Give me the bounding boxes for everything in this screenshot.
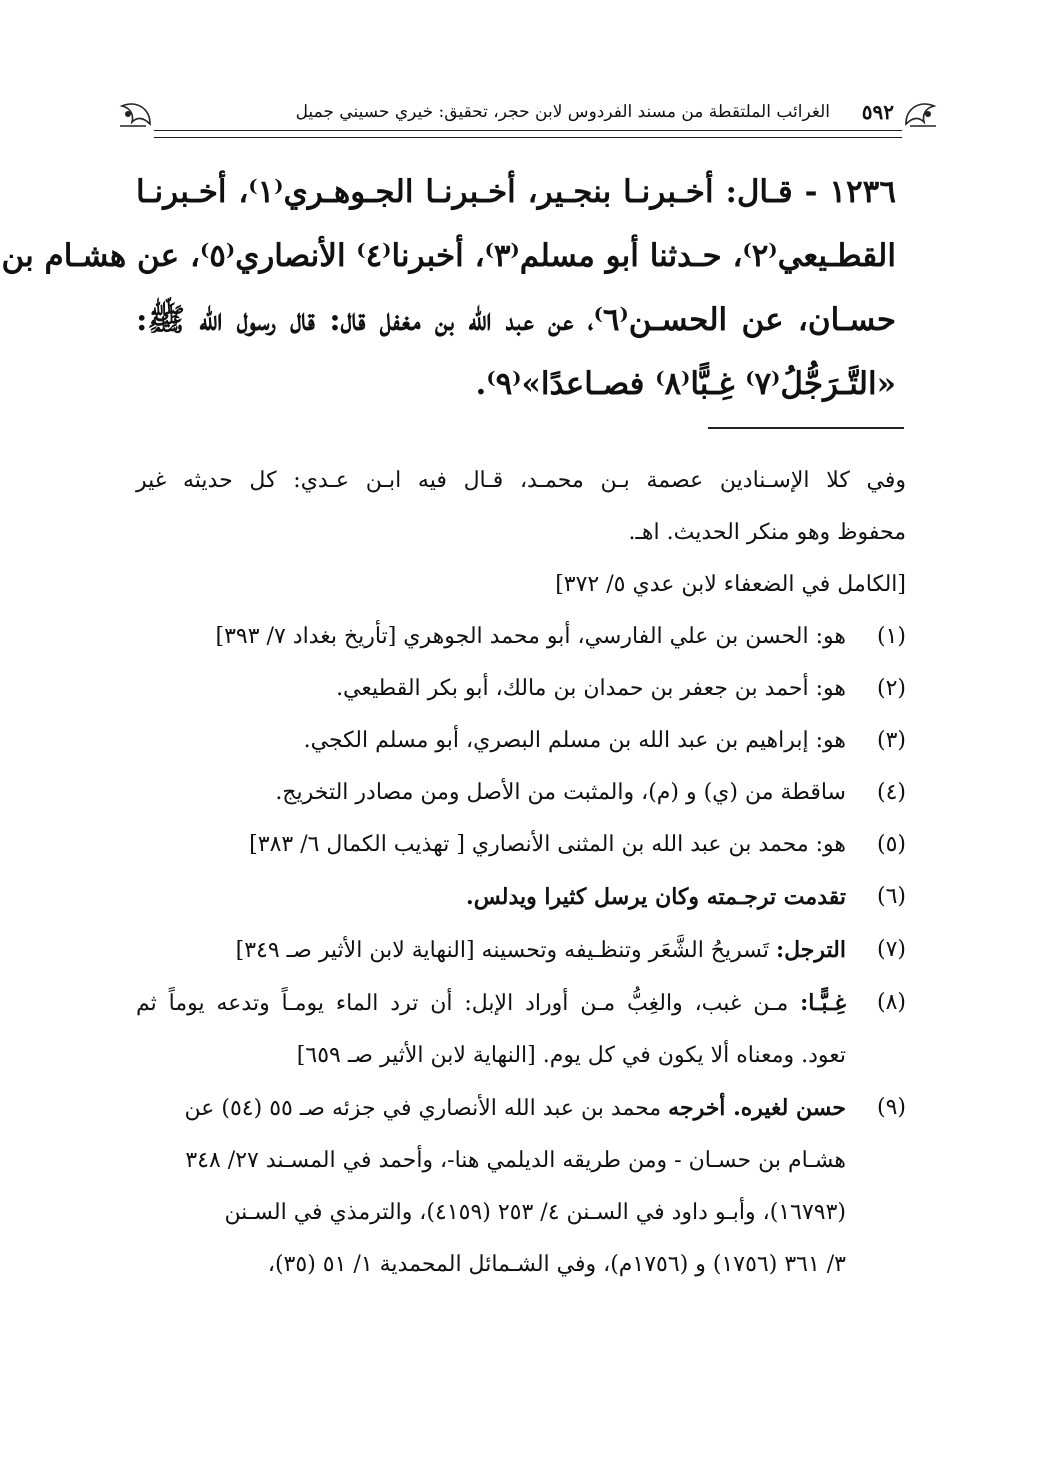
footnote-number: (١) [876, 624, 906, 649]
footnote-lead: حسن لغيره. أخرجه [668, 1095, 846, 1121]
footnote-text: تَسريحُ الشَّعَر وتنظـيفه وتحسينه [النهاية لابن الأثير صـ ٣٤٩] [235, 938, 770, 963]
footnote-separator [708, 427, 904, 429]
running-title: الغرائب الملتقطة من مسند الفردوس لابن حجر، تحقيق: خيري حسيني جميل [295, 102, 830, 122]
hadith-line: «التَّـرَجُّلُ⁽٧⁾ غِـبًّا⁽٨⁾ فصـاعدًا»⁽٩⁾. [475, 366, 896, 402]
footnote-item [136, 819, 906, 871]
footnote-item [136, 663, 906, 715]
footnote-continuation: ٣/ ٣٦١ (١٧٥٦) و (١٧٥٦م)، وفي الشـمائل المحمدية ١/ ٥١ (٣٥)، [267, 1252, 846, 1277]
footnote-item [136, 767, 906, 819]
footnote-text: مـن غبب، والغِبُّ مـن أوراد الإبل: أن ترد الماء يومـاً وتدعه يوماً ثم [136, 991, 789, 1016]
footnote-item [136, 715, 906, 767]
footnote-number: (٧) [876, 937, 906, 962]
note-source: [الكامل في الضعفاء لابن عدي ٥/ ٣٧٢] [555, 572, 906, 597]
footnote-item [136, 1082, 906, 1291]
page-number: ٥٩٢ [861, 100, 894, 124]
footnote-lead: الترجل: [776, 937, 846, 963]
footnote-item [136, 924, 906, 977]
footnote-number: (٩) [876, 1095, 906, 1120]
footnote-text: هو: محمد بن عبد الله بن المثنى الأنصاري [ تهذيب الكمال ٦/ ٣٨٣] [249, 832, 846, 857]
footnote-number: (٥) [876, 832, 906, 857]
hadith-line: ١٢٣٦ - قـال: أخـبرنـا بنجـير، أخـبرنـا الجـوهـري⁽١⁾، أخـبرنـا [136, 174, 896, 210]
hadith-line: القطـيعي⁽٢⁾، حـدثنا أبو مسلم⁽٣⁾، أخبرنا⁽٤⁾ الأنصاري⁽٥⁾، عن هشـام بن [1, 238, 896, 274]
footnote-continuation: (١٦٧٩٣)، وأبـو داود في السـنن ٤/ ٢٥٣ (٤١٥٩)، والترمذي في السـنن [224, 1200, 846, 1225]
footnote-lead: غِـبًّـا: [800, 990, 846, 1016]
hadith-text [1, 160, 897, 416]
footnote-number: (٢) [876, 676, 906, 701]
ornament-right-icon [902, 98, 938, 128]
header-rule [154, 130, 902, 138]
footnote-text: تقدمت ترجـمته وكان يرسل كثيرا ويدلس. [466, 884, 846, 910]
hadith-line: حسـان، عن الحسـن⁽٦⁾، عن عبد الله بن مغفل قال: قال رسول الله ﷺ: [136, 302, 897, 338]
footnote-number: (٣) [876, 728, 906, 753]
footnotes [136, 455, 906, 1291]
footnote-text: محمد بن عبد الله الأنصاري في جزئه صـ ٥٥ (٥٤) عن [184, 1096, 662, 1121]
footnote-text: هو: إبراهيم بن عبد الله بن مسلم البصري، أبو مسلم الكجي. [303, 728, 846, 753]
page-header [118, 96, 938, 136]
footnote-continuation: هشـام بن حسـان - ومن طريقه الديلمي هنا-، وأحمد في المسـند ٢٧/ ٣٤٨ [185, 1148, 846, 1173]
ornament-left-icon [118, 98, 154, 128]
note-line: محفوظ وهو منكر الحديث. اهـ. [628, 520, 906, 545]
footnote-text: هو: أحمد بن جعفر بن حمدان بن مالك، أبو بكر القطيعي. [336, 676, 846, 701]
footnote-item [136, 611, 906, 663]
note-line: وفي كلا الإسـنادين عصمة بـن محمـد، قـال فيه ابـن عـدي: كل حديثه غير [136, 468, 906, 493]
footnote-number: (٤) [876, 780, 906, 805]
footnote-continuation: تعود. ومعناه ألا يكون في كل يوم. [النهاية لابن الأثير صـ ٦٥٩] [296, 1043, 846, 1068]
footnote-item [136, 977, 906, 1082]
footnote-number: (٨) [876, 990, 906, 1015]
footnote-item [136, 871, 906, 924]
footnote-text: هو: الحسن بن علي الفارسي، أبو محمد الجوهري [تأريخ بغداد ٧/ ٣٩٣] [215, 624, 846, 649]
footnote-text: ساقطة من (ي) و (م)، والمثبت من الأصل ومن مصادر التخريج. [275, 780, 846, 805]
footnote-number: (٦) [876, 884, 906, 909]
